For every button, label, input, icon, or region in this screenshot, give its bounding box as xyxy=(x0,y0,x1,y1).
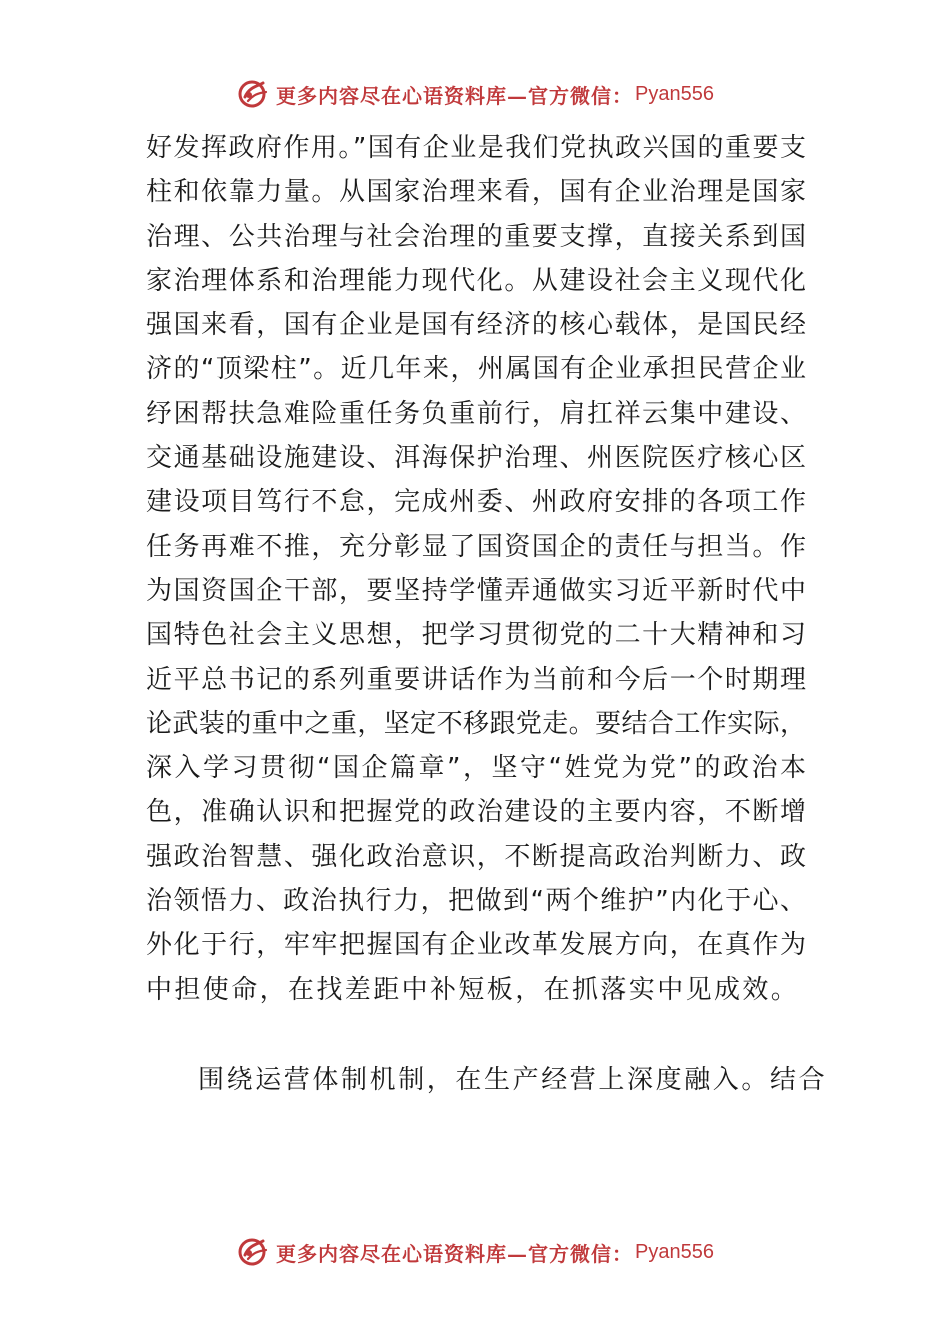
text-line: 柱和依靠力量。从国家治理来看，国有企业治理是国家 xyxy=(146,177,806,208)
text-line: 中担使命，在找差距中补短板，在抓落实中见成效。 xyxy=(146,974,800,1005)
text-line: 家治理体系和治理能力现代化。从建设社会主义现代化 xyxy=(146,265,806,296)
text-line: 治理、公共治理与社会治理的重要支撑，直接关系到国 xyxy=(146,221,806,252)
header-banner-text: 更多内容尽在心语资料库—官方微信： xyxy=(276,83,634,108)
text-line: 治领悟力、政治执行力，把做到“两个维护”内化于心、 xyxy=(146,886,806,917)
footer-banner-text: 更多内容尽在心语资料库—官方微信： xyxy=(276,1241,634,1266)
header-banner-id: Pyan556 xyxy=(635,82,714,105)
paragraph-1 xyxy=(146,126,806,1012)
paragraph-2 xyxy=(146,1058,828,1102)
text-line: 深入学习贯彻“国企篇章”，坚守“姓党为党”的政治本 xyxy=(146,753,806,784)
text-line: 论武装的重中之重，坚定不移跟党走。要结合工作实际， xyxy=(146,708,806,739)
text-line: 建设项目笃行不怠，完成州委、州政府安排的各项工作 xyxy=(146,487,806,518)
text-line: 好发挥政府作用。”国有企业是我们党执政兴国的重要支 xyxy=(146,133,806,163)
swirl-logo-icon xyxy=(236,1235,270,1269)
text-line: 色，准确认识和把握党的政治建设的主要内容，不断增 xyxy=(146,797,806,828)
text-line: 为国资国企干部，要坚持学懂弄通做实习近平新时代中 xyxy=(146,575,806,606)
text-line: 任务再难不推，充分彰显了国资国企的责任与担当。作 xyxy=(146,531,806,562)
header-banner xyxy=(0,74,950,114)
text-line: 围绕运营体制机制，在生产经营上深度融入。结合 xyxy=(198,1065,828,1095)
text-line: 强政治智慧、强化政治意识，不断提高政治判断力、政 xyxy=(146,841,806,872)
swirl-logo-icon xyxy=(236,77,270,111)
text-line: 纾困帮扶急难险重任务负重前行，肩扛祥云集中建设、 xyxy=(146,398,806,429)
text-line: 交通基础设施建设、洱海保护治理、州医院医疗核心区 xyxy=(146,443,806,474)
text-line: 国特色社会主义思想，把学习贯彻党的二十大精神和习 xyxy=(146,620,806,651)
footer-banner-id: Pyan556 xyxy=(635,1240,714,1263)
text-line: 济的“顶梁柱”。近几年来，州属国有企业承担民营企业 xyxy=(146,354,806,385)
text-line: 外化于行，牢牢把握国有企业改革发展方向，在真作为 xyxy=(146,930,806,961)
footer-banner xyxy=(0,1232,950,1272)
text-line: 近平总书记的系列重要讲话作为当前和今后一个时期理 xyxy=(146,664,806,695)
text-line: 强国来看，国有企业是国有经济的核心载体，是国民经 xyxy=(146,310,806,341)
